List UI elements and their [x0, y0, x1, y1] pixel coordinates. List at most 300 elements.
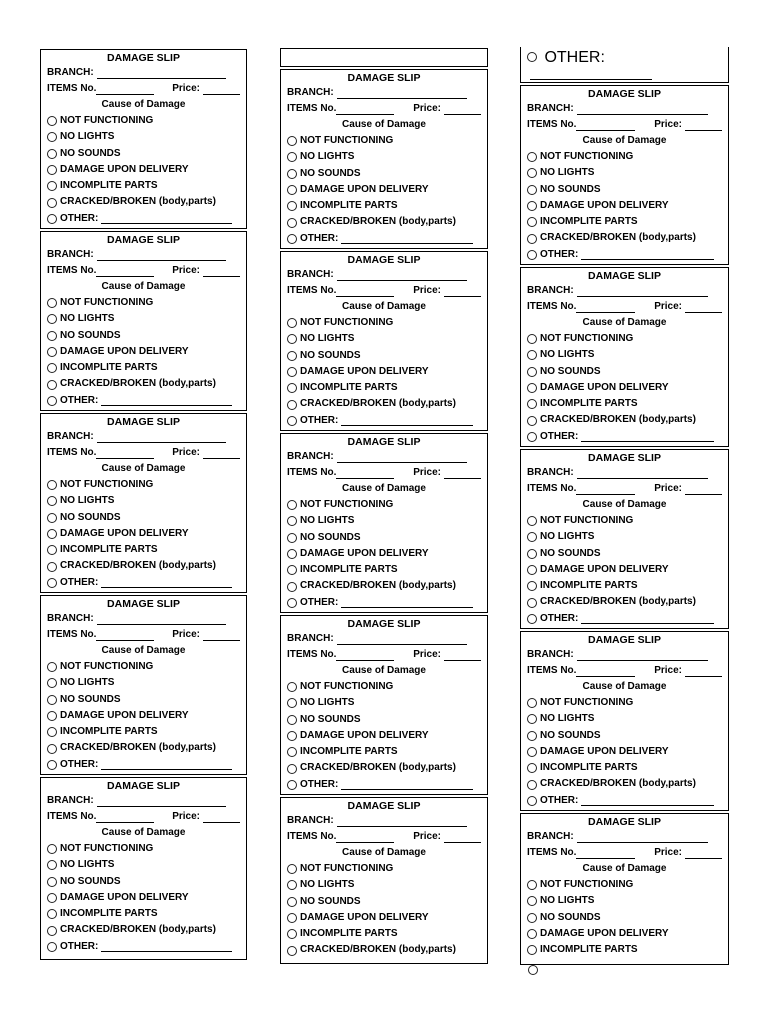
option-other[interactable] [287, 231, 481, 247]
option-item[interactable] [47, 194, 240, 210]
branch-label: BRANCH: [527, 285, 574, 296]
other-line[interactable] [101, 759, 232, 770]
radio-icon[interactable] [287, 897, 297, 907]
option-item[interactable] [287, 877, 481, 893]
radio-icon[interactable] [287, 516, 297, 526]
option-item[interactable] [47, 311, 240, 327]
option-label: NOT FUNCTIONING [60, 479, 154, 490]
radio-icon[interactable] [287, 913, 297, 923]
option-item[interactable] [527, 776, 722, 792]
option-other[interactable] [47, 211, 240, 227]
option-other[interactable] [287, 777, 481, 793]
price-label: Price: [654, 119, 682, 130]
radio-icon[interactable] [47, 662, 57, 672]
option-item[interactable] [47, 857, 240, 873]
other-line[interactable] [101, 213, 232, 224]
items-field[interactable] [336, 650, 394, 661]
items-row [527, 117, 722, 133]
other-line[interactable] [581, 431, 714, 442]
price-field[interactable] [444, 650, 481, 661]
price-field[interactable] [685, 120, 722, 131]
radio-icon[interactable] [47, 298, 57, 308]
radio-icon[interactable] [47, 893, 57, 903]
price-field[interactable] [203, 448, 240, 459]
option-item[interactable] [527, 711, 722, 727]
radio-icon[interactable] [527, 565, 537, 575]
branch-field[interactable] [577, 650, 708, 661]
radio-icon[interactable] [47, 678, 57, 688]
damage-slip [40, 595, 247, 775]
price-field[interactable] [444, 286, 481, 297]
option-item[interactable] [47, 675, 240, 691]
branch-field[interactable] [577, 468, 708, 479]
radio-icon[interactable] [527, 763, 537, 773]
radio-icon[interactable] [527, 516, 537, 526]
radio-icon[interactable] [527, 399, 537, 409]
option-item[interactable] [47, 129, 240, 145]
option-item[interactable] [47, 510, 240, 526]
radio-icon[interactable] [527, 549, 537, 559]
option-label: INCOMPLITE PARTS [300, 928, 398, 940]
branch-field[interactable] [337, 816, 467, 827]
branch-field[interactable] [97, 796, 226, 807]
option-other[interactable] [47, 393, 240, 409]
option-item[interactable] [47, 360, 240, 376]
radio-icon[interactable] [47, 578, 57, 588]
radio-icon[interactable] [527, 698, 537, 708]
option-item[interactable] [527, 412, 722, 428]
items-label: ITEMS No. [47, 811, 97, 822]
radio-icon[interactable] [527, 731, 537, 741]
option-item[interactable] [47, 376, 240, 392]
option-item[interactable] [47, 659, 240, 675]
radio-icon[interactable] [527, 52, 537, 62]
radio-icon[interactable] [47, 877, 57, 887]
radio-icon[interactable] [47, 480, 57, 490]
radio-icon[interactable] [47, 529, 57, 539]
radio-icon[interactable] [527, 945, 537, 955]
option-label: DAMAGE UPON DELIVERY [300, 365, 429, 377]
option-item[interactable] [287, 497, 481, 513]
option-item[interactable] [287, 315, 481, 331]
option-item[interactable] [527, 198, 722, 214]
radio-icon[interactable] [287, 351, 297, 361]
option-item[interactable] [527, 728, 722, 744]
other-line[interactable] [581, 613, 714, 624]
damage-slip [280, 69, 488, 249]
option-other[interactable] [47, 575, 240, 591]
price-label: Price: [172, 811, 200, 822]
branch-field[interactable] [337, 452, 467, 463]
radio-icon[interactable] [287, 152, 297, 162]
option-item[interactable] [287, 513, 481, 529]
option-item[interactable] [47, 542, 240, 558]
option-other[interactable] [527, 429, 722, 445]
option-item[interactable] [287, 396, 481, 412]
option-item[interactable] [527, 364, 722, 380]
radio-icon[interactable] [527, 250, 537, 260]
price-field[interactable] [685, 666, 722, 677]
radio-icon[interactable] [287, 946, 297, 956]
option-item[interactable] [47, 162, 240, 178]
option-label: NOT FUNCTIONING [300, 135, 394, 146]
radio-icon[interactable] [527, 714, 537, 724]
items-label: ITEMS No. [287, 649, 337, 660]
option-item[interactable] [527, 910, 722, 926]
other-line[interactable] [581, 249, 714, 260]
radio-icon[interactable] [287, 218, 297, 228]
radio-icon[interactable] [287, 929, 297, 939]
option-item[interactable] [287, 562, 481, 578]
option-item[interactable] [287, 530, 481, 546]
price-label: Price: [172, 629, 200, 640]
option-item[interactable] [47, 146, 240, 162]
branch-label: BRANCH: [527, 649, 574, 660]
items-field[interactable] [96, 630, 154, 641]
option-item[interactable] [527, 331, 722, 347]
radio-icon[interactable] [287, 747, 297, 757]
items-field[interactable] [96, 448, 154, 459]
option-item[interactable] [287, 133, 481, 149]
radio-icon[interactable] [287, 169, 297, 179]
option-item[interactable] [47, 724, 240, 740]
radio-icon[interactable] [527, 896, 537, 906]
option-item[interactable] [527, 877, 722, 893]
items-field[interactable] [96, 266, 154, 277]
other-line[interactable] [341, 597, 473, 608]
radio-icon[interactable] [47, 711, 57, 721]
option-item[interactable] [287, 348, 481, 364]
radio-icon[interactable] [287, 764, 297, 774]
radio-icon[interactable] [47, 513, 57, 523]
branch-field[interactable] [97, 250, 226, 261]
option-item[interactable] [527, 182, 722, 198]
radio-icon[interactable] [527, 747, 537, 757]
option-other[interactable] [47, 939, 240, 955]
radio-icon[interactable] [287, 500, 297, 510]
option-label: NO LIGHTS [540, 167, 595, 179]
radio-icon[interactable] [47, 496, 57, 506]
option-item[interactable] [527, 594, 722, 610]
option-item[interactable] [287, 149, 481, 165]
option-item[interactable] [527, 546, 722, 562]
branch-field[interactable] [337, 270, 467, 281]
option-item[interactable] [287, 546, 481, 562]
other-line[interactable] [341, 779, 473, 790]
price-field[interactable] [203, 812, 240, 823]
price-field[interactable] [444, 468, 481, 479]
radio-icon[interactable] [287, 201, 297, 211]
items-field[interactable] [96, 812, 154, 823]
price-field[interactable] [444, 832, 481, 843]
radio-icon[interactable] [287, 136, 297, 146]
option-item[interactable] [527, 926, 722, 942]
radio-icon[interactable] [47, 860, 57, 870]
option-item[interactable] [47, 558, 240, 574]
radio-icon[interactable] [287, 318, 297, 328]
radio-icon[interactable] [47, 331, 57, 341]
option-item[interactable] [47, 526, 240, 542]
radio-icon[interactable] [287, 715, 297, 725]
price-field[interactable] [685, 484, 722, 495]
option-item[interactable] [527, 380, 722, 396]
radio-icon[interactable] [527, 201, 537, 211]
option-item[interactable] [47, 344, 240, 360]
option-item[interactable] [47, 841, 240, 857]
radio-icon[interactable] [47, 545, 57, 555]
radio-icon[interactable] [287, 682, 297, 692]
radio-icon[interactable] [287, 234, 297, 244]
radio-icon[interactable] [527, 185, 537, 195]
option-item[interactable] [287, 926, 481, 942]
option-item[interactable] [527, 214, 722, 230]
items-field[interactable] [576, 848, 635, 859]
option-item[interactable] [47, 740, 240, 756]
option-other[interactable] [47, 757, 240, 773]
radio-icon[interactable] [527, 334, 537, 344]
price-label: Price: [172, 83, 200, 94]
option-item[interactable] [287, 578, 481, 594]
radio-icon[interactable] [47, 347, 57, 357]
radio-icon[interactable] [287, 367, 297, 377]
branch-row [287, 449, 481, 465]
items-field[interactable] [336, 286, 394, 297]
option-item[interactable] [527, 695, 722, 711]
option-item[interactable] [47, 922, 240, 938]
radio-icon[interactable] [527, 614, 537, 624]
option-item[interactable] [287, 910, 481, 926]
radio-icon[interactable] [287, 698, 297, 708]
radio-icon[interactable] [287, 582, 297, 592]
radio-icon[interactable] [47, 380, 57, 390]
option-item[interactable] [47, 328, 240, 344]
radio-icon[interactable] [527, 929, 537, 939]
option-item[interactable] [287, 695, 481, 711]
price-field[interactable] [203, 266, 240, 277]
branch-field[interactable] [577, 286, 708, 297]
radio-icon[interactable] [527, 581, 537, 591]
option-other[interactable] [287, 595, 481, 611]
option-item[interactable] [287, 364, 481, 380]
option-item[interactable] [287, 380, 481, 396]
option-item[interactable] [287, 861, 481, 877]
radio-icon[interactable] [47, 562, 57, 572]
branch-row [287, 267, 481, 283]
radio-icon[interactable] [287, 565, 297, 575]
option-item[interactable] [527, 165, 722, 181]
radio-icon[interactable] [527, 350, 537, 360]
price-field[interactable] [685, 848, 722, 859]
option-item[interactable] [287, 679, 481, 695]
radio-icon[interactable] [527, 383, 537, 393]
option-item[interactable] [287, 182, 481, 198]
radio-icon[interactable] [527, 367, 537, 377]
option-item[interactable] [287, 198, 481, 214]
radio-icon[interactable] [47, 132, 57, 142]
radio-icon[interactable] [287, 400, 297, 410]
option-label: CRACKED/BROKEN (body,parts) [60, 742, 216, 754]
option-item[interactable] [47, 493, 240, 509]
radio-icon[interactable] [47, 727, 57, 737]
option-label: NO SOUNDS [60, 511, 121, 523]
radio-icon[interactable] [527, 780, 537, 790]
radio-icon[interactable] [47, 844, 57, 854]
option-item[interactable] [287, 331, 481, 347]
radio-icon[interactable] [287, 780, 297, 790]
option-item[interactable] [287, 214, 481, 230]
radio-icon[interactable] [287, 549, 297, 559]
radio-icon[interactable] [47, 744, 57, 754]
branch-field[interactable] [577, 104, 708, 115]
radio-icon[interactable] [527, 234, 537, 244]
option-item[interactable] [287, 894, 481, 910]
items-field[interactable] [576, 666, 635, 677]
option-label: INCOMPLITE PARTS [300, 382, 398, 394]
branch-label: BRANCH: [47, 795, 94, 806]
radio-icon[interactable] [47, 396, 57, 406]
option-other[interactable] [527, 49, 722, 85]
radio-icon[interactable] [527, 913, 537, 923]
radio-icon[interactable] [47, 942, 57, 952]
option-item[interactable] [527, 760, 722, 776]
radio-icon[interactable] [47, 926, 57, 936]
other-line[interactable] [341, 415, 473, 426]
option-item[interactable] [527, 578, 722, 594]
option-item[interactable] [47, 295, 240, 311]
option-item[interactable] [527, 529, 722, 545]
radio-icon[interactable] [47, 149, 57, 159]
radio-icon[interactable] [47, 116, 57, 126]
radio-icon[interactable] [47, 198, 57, 208]
option-item[interactable] [47, 906, 240, 922]
other-line[interactable] [101, 577, 232, 588]
items-field[interactable] [336, 104, 394, 115]
radio-icon[interactable] [287, 334, 297, 344]
option-item[interactable] [527, 942, 722, 958]
branch-row [527, 283, 722, 299]
radio-icon[interactable] [47, 165, 57, 175]
option-item[interactable] [47, 113, 240, 129]
option-item[interactable] [287, 728, 481, 744]
option-other[interactable] [527, 247, 722, 263]
option-item[interactable] [47, 890, 240, 906]
radio-icon[interactable] [47, 181, 57, 191]
radio-icon[interactable] [287, 533, 297, 543]
radio-icon[interactable] [527, 217, 537, 227]
option-item[interactable] [287, 744, 481, 760]
other-line[interactable] [101, 395, 232, 406]
option-label: CRACKED/BROKEN (body,parts) [540, 778, 696, 790]
option-label: CRACKED/BROKEN (body,parts) [300, 762, 456, 774]
radio-icon[interactable] [527, 796, 537, 806]
option-item[interactable] [47, 178, 240, 194]
radio-icon[interactable] [47, 695, 57, 705]
option-item[interactable] [527, 347, 722, 363]
items-field[interactable] [576, 302, 635, 313]
option-item[interactable] [527, 562, 722, 578]
price-field[interactable] [203, 84, 240, 95]
branch-field[interactable] [97, 68, 226, 79]
option-item[interactable] [287, 712, 481, 728]
radio-icon[interactable] [47, 760, 57, 770]
radio-icon[interactable] [287, 731, 297, 741]
branch-field[interactable] [337, 634, 467, 645]
branch-field[interactable] [337, 88, 467, 99]
option-label: CRACKED/BROKEN (body,parts) [540, 596, 696, 608]
price-label: Price: [654, 301, 682, 312]
items-field[interactable] [576, 120, 635, 131]
radio-icon[interactable] [287, 416, 297, 426]
radio-icon[interactable] [527, 532, 537, 542]
radio-icon[interactable] [287, 383, 297, 393]
branch-field[interactable] [97, 614, 226, 625]
option-item[interactable] [527, 230, 722, 246]
other-line[interactable] [101, 941, 232, 952]
option-item[interactable] [47, 874, 240, 890]
option-item[interactable] [47, 708, 240, 724]
option-label: NOT FUNCTIONING [300, 681, 394, 692]
branch-field[interactable] [97, 432, 226, 443]
slip-title: DAMAGE SLIP [347, 254, 421, 266]
option-other[interactable] [527, 793, 722, 809]
option-item[interactable] [527, 893, 722, 909]
price-field[interactable] [444, 104, 481, 115]
price-field[interactable] [685, 302, 722, 313]
radio-icon[interactable] [527, 416, 537, 426]
option-item[interactable] [287, 760, 481, 776]
radio-icon[interactable] [47, 314, 57, 324]
option-other[interactable] [287, 413, 481, 429]
radio-icon[interactable] [47, 909, 57, 919]
option-item[interactable] [287, 166, 481, 182]
radio-icon[interactable] [47, 214, 57, 224]
option-label: INCOMPLITE PARTS [60, 362, 158, 374]
radio-icon[interactable] [528, 965, 538, 975]
option-item[interactable] [527, 149, 722, 165]
option-item[interactable] [287, 942, 481, 958]
option-item[interactable] [47, 692, 240, 708]
radio-icon[interactable] [287, 880, 297, 890]
other-line[interactable] [581, 795, 714, 806]
radio-icon[interactable] [527, 152, 537, 162]
radio-icon[interactable] [527, 598, 537, 608]
option-other[interactable] [527, 611, 722, 627]
slip-fragment-top [520, 47, 729, 83]
radio-icon[interactable] [287, 598, 297, 608]
radio-icon[interactable] [527, 432, 537, 442]
items-field[interactable] [576, 484, 635, 495]
radio-icon[interactable] [47, 363, 57, 373]
radio-icon[interactable] [287, 185, 297, 195]
option-item[interactable] [47, 477, 240, 493]
other-line[interactable] [341, 233, 473, 244]
price-field[interactable] [203, 630, 240, 641]
items-field[interactable] [96, 84, 154, 95]
radio-icon[interactable] [527, 880, 537, 890]
option-item[interactable] [527, 513, 722, 529]
option-label: OTHER: [60, 940, 99, 952]
radio-icon[interactable] [287, 864, 297, 874]
other-line[interactable] [530, 69, 652, 80]
items-field[interactable] [336, 832, 394, 843]
option-item[interactable] [527, 396, 722, 412]
option-label: DAMAGE UPON DELIVERY [300, 729, 429, 741]
radio-icon[interactable] [527, 168, 537, 178]
items-field[interactable] [336, 468, 394, 479]
branch-field[interactable] [577, 832, 708, 843]
option-item[interactable] [527, 744, 722, 760]
damage-slip [280, 615, 488, 795]
